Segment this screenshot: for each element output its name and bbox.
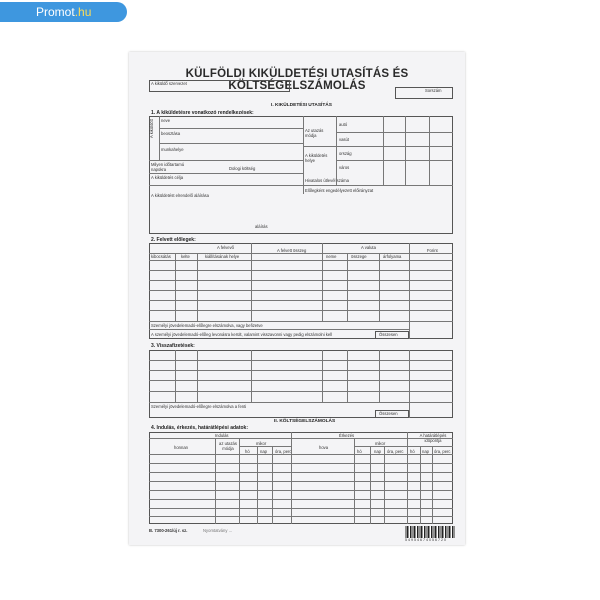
sec2-sub-rate: árfolyama [383,254,402,259]
sec2-sub-sum: összege [351,254,367,259]
sec2-sub-place: kiállításának helye [205,254,240,259]
field-destination-label: A kiküldetés helye [305,153,328,163]
sec2-col-forint: Forint [427,248,438,253]
field-passport-label: Hivatalos útlevél száma [305,178,349,183]
sec4-sub-when-dep: mikor [256,441,267,446]
section2-title: 2. Felvett előlegek: [151,237,196,243]
sec4-time-hour-3: óra, perc [434,449,451,454]
field-daily-label: Dologi költség [229,166,256,171]
field-expense-label: Előlegként engedélyezett előirányzat [305,188,374,193]
sec2-total-label: Összesen [379,332,398,337]
watermark-tld: .hu [74,5,92,19]
sec4-col-arrival: Érkezés [339,433,355,438]
watermark-brand: Promot [36,5,75,19]
barcode-image [405,526,455,538]
sec2-col-receiver: A felvevő [217,245,234,250]
field-signature-label: aláírás [255,224,268,229]
sec2-note2: A személyi jövedelemadó-előleg levonásra került, valamint visszavonni vagy pedig elszámolni kell [151,332,333,337]
field-rank-label: beosztása [161,131,181,136]
barcode-digits: 5 4 9 5 4 6 7 4 0 5 6 7 2 0 [405,538,446,542]
sec4-col-border: A határátlépés időpontja [419,433,447,443]
field-workplace-label: munkahelye [161,147,184,152]
sec4-sub-mode: az utazás módja [219,441,237,451]
field-duration-label: Milyen időtartamú napokra [151,162,185,172]
field-name-label: neve [161,118,171,123]
sec2-sub-issue: kibocsátás [151,254,171,259]
sec4-time-month-3: hó [410,449,415,454]
section3-title: 3. Visszafizetések: [151,343,195,349]
field-city-label: város [339,165,350,170]
part1-title: I. KIKÜLDETÉSI UTASÍTÁS [271,103,332,108]
field-country-label: ország [339,151,352,156]
footer-code: B. 7300-261/új r. sz. [149,528,188,533]
sec2-col-amount: A felvett összeg [277,248,307,253]
footer-publisher: Nyomtatvány ... [203,528,233,533]
field-approve-label: A kiküldetést elrendelő aláírása [151,193,209,198]
field-purpose-label: A kiküldetés célja [151,175,184,180]
sec4-sub-to: hova [319,445,329,450]
serial-box [395,87,453,99]
watermark-badge [0,2,127,22]
serial-label: Sorszám [425,88,442,93]
sec4-time-day-1: nap [260,449,267,454]
sec2-sub-date: kelte [181,254,190,259]
sender-org-label: A kiküldő szervezet [151,81,187,86]
sec4-time-day-3: nap [422,449,429,454]
form-sheet [129,52,465,545]
sec4-time-hour-1: óra, perc [275,449,292,454]
sec3-note: Személyi jövedelemadó-előlegre elszámolva a fenti [151,404,247,409]
section4-title: 4. Indulás, érkezés, határátlépési adatok: [151,425,248,431]
sec4-time-month-2: hó [357,449,362,454]
form-title: KÜLFÖLDI KIKÜLDETÉSI UTASÍTÁS ÉS KÖLTSÉGELSZÁMOLÁS [185,68,409,92]
sec4-time-hour-2: óra, perc [387,449,404,454]
sec4-sub-from: honnan [174,445,188,450]
field-rail-label: vasút [339,137,350,142]
section1-box [149,116,453,234]
field-travel-mode-label: Az utazás módja [305,128,324,138]
sec4-time-month-1: hó [245,449,250,454]
part2-title: II. KÖLTSÉGELSZÁMOLÁS [274,419,336,424]
sec2-sub-type: neme [326,254,337,259]
sec4-time-day-2: nap [374,449,381,454]
sec4-col-departure: Indulás [215,433,229,438]
field-car-label: autó [339,122,348,127]
section1-title: 1. A kiküldetésre vonatkozó rendelkezések: [151,110,254,116]
sec2-col-currency: A valuta [361,245,376,250]
sec2-note: Személyi jövedelemadó-előlegre elszámolva, vagy befizetve [151,323,263,328]
sec3-total-label: Összesen [379,411,398,416]
sec1-side-label: A kiküldött [149,118,154,138]
sec4-sub-when-arr: mikor [375,441,386,446]
